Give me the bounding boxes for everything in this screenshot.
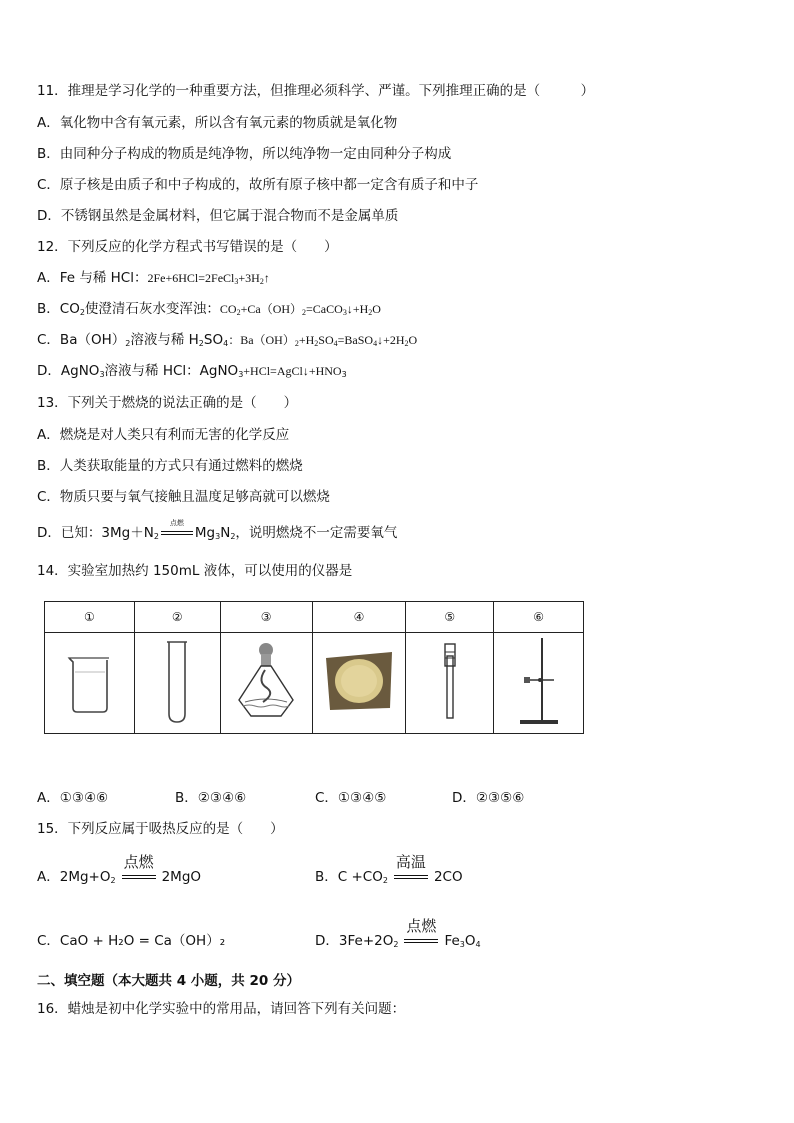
q12-d-p3: +HCl=AgCl↓+HNO [243, 364, 342, 378]
q15-a-p2: 2MgO [161, 869, 202, 885]
q12-b-eq1: CO [219, 302, 237, 316]
q12-a-eq-text: 2Fe+6HCl=2FeCl [147, 271, 235, 285]
condition-label: 点燃 [169, 519, 184, 527]
q15-option-a: A．$2Mg+O_2$ 点燃 2MgO [37, 853, 202, 885]
q11-option-d: D．不锈钢虽然是金属材料，但它属于混合物而不是金属单质 [37, 208, 399, 224]
q14-option-d: D．②③⑤⑥ [452, 790, 525, 806]
q15-b-p1: B．C +CO [315, 869, 383, 885]
apparatus-header-4: ④ [312, 602, 406, 633]
q16-stem: 16．蜡烛是初中化学实验中的常用品，请回答下列有关问题： [37, 1001, 406, 1017]
apparatus-table [44, 601, 584, 734]
q12-a-tail: +3H [238, 271, 260, 285]
q15-d-p1: D．3Fe+2O [315, 933, 394, 949]
condition-label: 点燃 [123, 853, 154, 871]
q15-a-p1: A．2Mg+O [37, 869, 111, 885]
apparatus-header-1: ① [45, 602, 135, 633]
beaker-icon [59, 646, 119, 716]
q11-option-a: A．氧化物中含有氧元素，所以含有氧元素的物质就是氧化物 [37, 115, 398, 131]
q11-option-c: C．原子核是由质子和中子构成的，故所有原子核中都一定含有质子和中子 [37, 177, 479, 193]
q14-stem: 14．实验室加热约 150mL 液体，可以使用的仪器是 [37, 563, 353, 579]
q12-a-equation [147, 271, 269, 285]
condition-label: 点燃 [406, 917, 437, 935]
q12-c-p8: ↓+2H [377, 333, 405, 347]
q13-stem: 13．下列关于燃烧的说法正确的是（ ） [37, 395, 298, 411]
q12-b-eq3: =CaCO [306, 302, 343, 316]
q12-b-eq2: +Ca（OH） [240, 302, 303, 316]
q13-option-c: C．物质只要与氧气接触且温度足够高就可以燃烧 [37, 489, 330, 505]
q12-b-part2: 使澄清石灰水变浑浊： [84, 301, 220, 317]
q14-option-a: A．①③④⑥ [37, 790, 109, 806]
q12-d-p2: 溶液与稀 HCl：AgNO [104, 363, 239, 379]
q15-d-p3: O [464, 933, 476, 949]
test-tube-icon [157, 636, 197, 726]
q12-c-p2: 溶液与稀 H [130, 332, 199, 348]
q13-option-b: B．人类获取能量的方式只有通过燃料的燃烧 [37, 458, 303, 474]
reaction-condition [122, 853, 156, 879]
reaction-condition [404, 917, 438, 943]
q12-c-p9: O [408, 333, 418, 347]
q13-d-p3: N [220, 525, 231, 541]
q15-stem: 15．下列反应属于吸热反应的是（ ） [37, 821, 284, 837]
gas-arrow: ↑ [263, 271, 270, 285]
q13-option-a: A．燃烧是对人类只有利而无害的化学反应 [37, 427, 290, 443]
iron-stand-icon [514, 634, 564, 728]
q15-option-b: B．$C +CO_2$ 高温 2CO [315, 853, 463, 885]
q12-a-sub1: 3 [234, 277, 239, 286]
q12-b-equation: $CO_2+Ca(OH)_2=CaCO_3↓+H_2O$ [219, 302, 381, 317]
asbestos-gauze-icon [322, 648, 396, 714]
q12-c-p6: SO [318, 333, 334, 347]
apparatus-header-6: ⑥ [494, 602, 584, 633]
alcohol-lamp-icon [231, 636, 301, 726]
apparatus-header-3: ③ [220, 602, 312, 633]
q12-option-c: C．$Ba(OH)_2$溶液与稀 $H_2SO_4$：$Ba(OH)_2+H_2SO_4=BaSO_4↓+2H_2O$ [37, 332, 418, 348]
q13-option-d: D．已知：$3Mg+N_2$ 点燃 $Mg_3N_2$，说明燃烧不一定需要氧气 [37, 524, 397, 546]
q14-option-b: B．②③④⑥ [175, 790, 247, 806]
reaction-condition [394, 853, 428, 879]
condition-label: 高温 [395, 853, 426, 871]
q11-stem: 11．推理是学习化学的一种重要方法，但推理必须科学、严谨。下列推理正确的是（ ） [37, 83, 595, 99]
reaction-condition [161, 519, 193, 542]
q15-b-p2: 2CO [433, 869, 463, 885]
q12-c-p4: ：Ba（OH） [228, 333, 295, 347]
q15-option-c: C．CaO + H₂O = Ca（OH）₂ [37, 933, 226, 949]
q12-b-eq4: ↓+H [346, 302, 369, 316]
apparatus-header-2: ② [134, 602, 220, 633]
q12-option-b: B．$CO_2$使澄清石灰水变浑浊：$CO_2+Ca(OH)_2=CaCO_3↓+H_2O$ [37, 301, 381, 317]
apparatus-header-5: ⑤ [406, 602, 494, 633]
q12-b-part1: B．CO [37, 301, 80, 317]
q12-c-p5: +H [298, 333, 315, 347]
q12-c-p3: SO [203, 332, 224, 348]
q13-d-p1: D．已知：3Mg＋N [37, 525, 154, 541]
q13-d-p4: ，说明燃烧不一定需要氧气 [235, 525, 398, 541]
q11-option-b: B．由同种分子构成的物质是纯净物，所以纯净物一定由同种分子构成 [37, 146, 452, 162]
q12-c-p7: =BaSO [337, 333, 374, 347]
q12-stem: 12．下列反应的化学方程式书写错误的是（ ） [37, 239, 338, 255]
q14-option-c: C．①③④⑤ [315, 790, 387, 806]
section-title: 二、填空题（本大题共 4 小题，共 20 分） [37, 973, 300, 989]
q12-c-p1: C．Ba（OH） [37, 332, 126, 348]
q12-a-sub2: 2 [259, 277, 264, 286]
q13-d-p2: Mg [194, 525, 216, 541]
q12-a-prefix: A．Fe 与稀 HCl： [37, 270, 148, 286]
q12-c-equation: ：$Ba(OH)_2+H_2SO_4=BaSO_4↓+2H_2O$ [228, 333, 418, 348]
q12-d-p1: D．AgNO [37, 363, 100, 379]
q15-d-p2: Fe [444, 933, 460, 949]
test-tube-holder-icon [435, 636, 465, 726]
q12-option-a [37, 269, 270, 291]
q12-option-d: D．AgNO$_3$溶液与稀 HCl：$AgNO_3+HCl=AgCl↓+HNO_3$ [37, 363, 347, 379]
q12-b-eq5: O [372, 302, 381, 316]
q15-option-d: D．$3Fe+2O_2$ 点燃 $Fe_3O_4$ [315, 917, 481, 949]
